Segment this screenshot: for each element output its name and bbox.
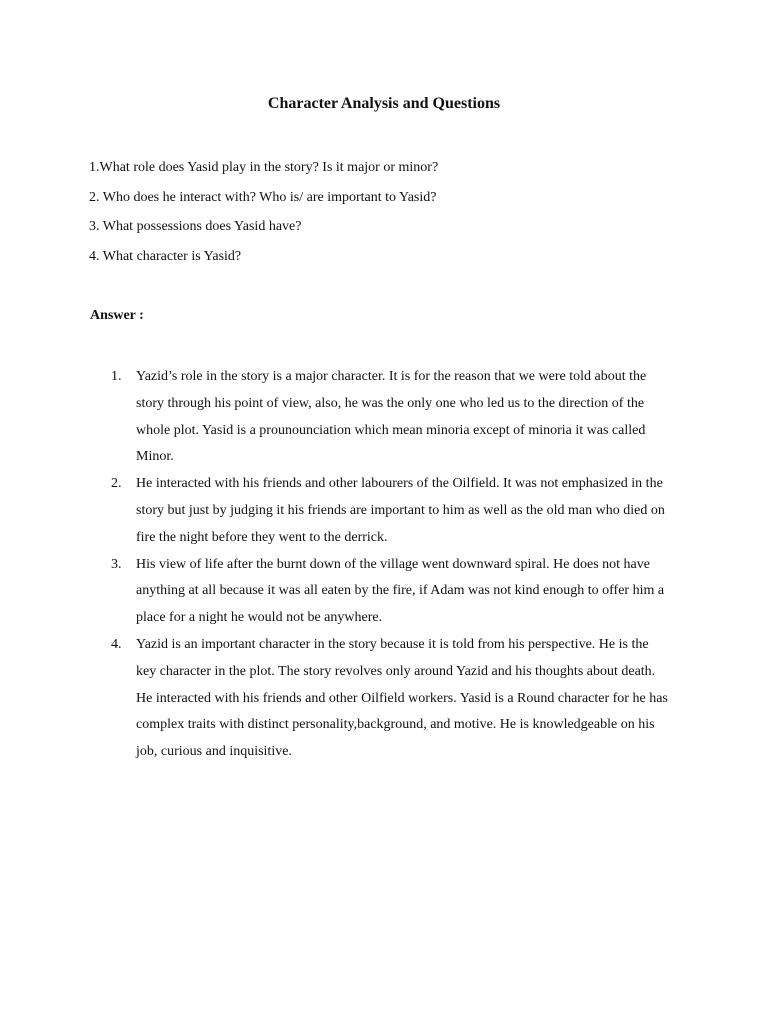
question-item: 2. Who does he interact with? Who is/ are important to Yasid? xyxy=(89,189,437,205)
answer-text: Yazid is an important character in the story because it is told from his perspective. He is the key character in the plot. The story revolves only around Yazid and his thoughts about death. He interacted with his friends and other Oilfield workers. Yasid is a Round character for he has complex traits with distinct personality,background, and motive. He is knowledgeable on his job, curious and inquisitive. xyxy=(136,636,668,760)
document-title: Character Analysis and Questions xyxy=(267,95,501,112)
answer-text: Yazid’s role in the story is a major character. It is for the reason that we were told about the story through his point of view, also, he was the only one who led us to the direction of the whole plot. Yasid is a prounounciation which mean minoria except of minoria it was called Minor. xyxy=(136,369,647,465)
answer-number: 3. xyxy=(111,556,122,572)
answer-number: 4. xyxy=(111,636,122,652)
answer-item xyxy=(111,471,671,551)
answer-number: 2. xyxy=(111,476,122,492)
answer-text: His view of life after the burnt down of the village went downward spiral. He does not have anything at all because it was all eaten by the fire, if Adam was not kind enough to offer him a place for a night he would not be anywhere. xyxy=(136,556,665,626)
question-item: 3. What possessions does Yasid have? xyxy=(89,219,302,234)
question-item: 4. What character is Yasid? xyxy=(89,248,242,264)
question-list xyxy=(89,157,689,275)
answer-text: He interacted with his friends and other labourers of the Oilfield. It was not emphasized in the story but just by judging it his friends are important to him as well as the old man who died on fire the night before they went to the derrick. xyxy=(136,476,665,545)
answer-item xyxy=(111,552,671,632)
question-item: 1.What role does Yasid play in the story? Is it major or minor? xyxy=(89,160,439,175)
answer-number: 1. xyxy=(111,369,122,384)
answer-item xyxy=(111,632,671,766)
answer-list xyxy=(111,364,671,766)
answer-heading: Answer : xyxy=(90,308,144,323)
answer-item xyxy=(111,364,671,471)
